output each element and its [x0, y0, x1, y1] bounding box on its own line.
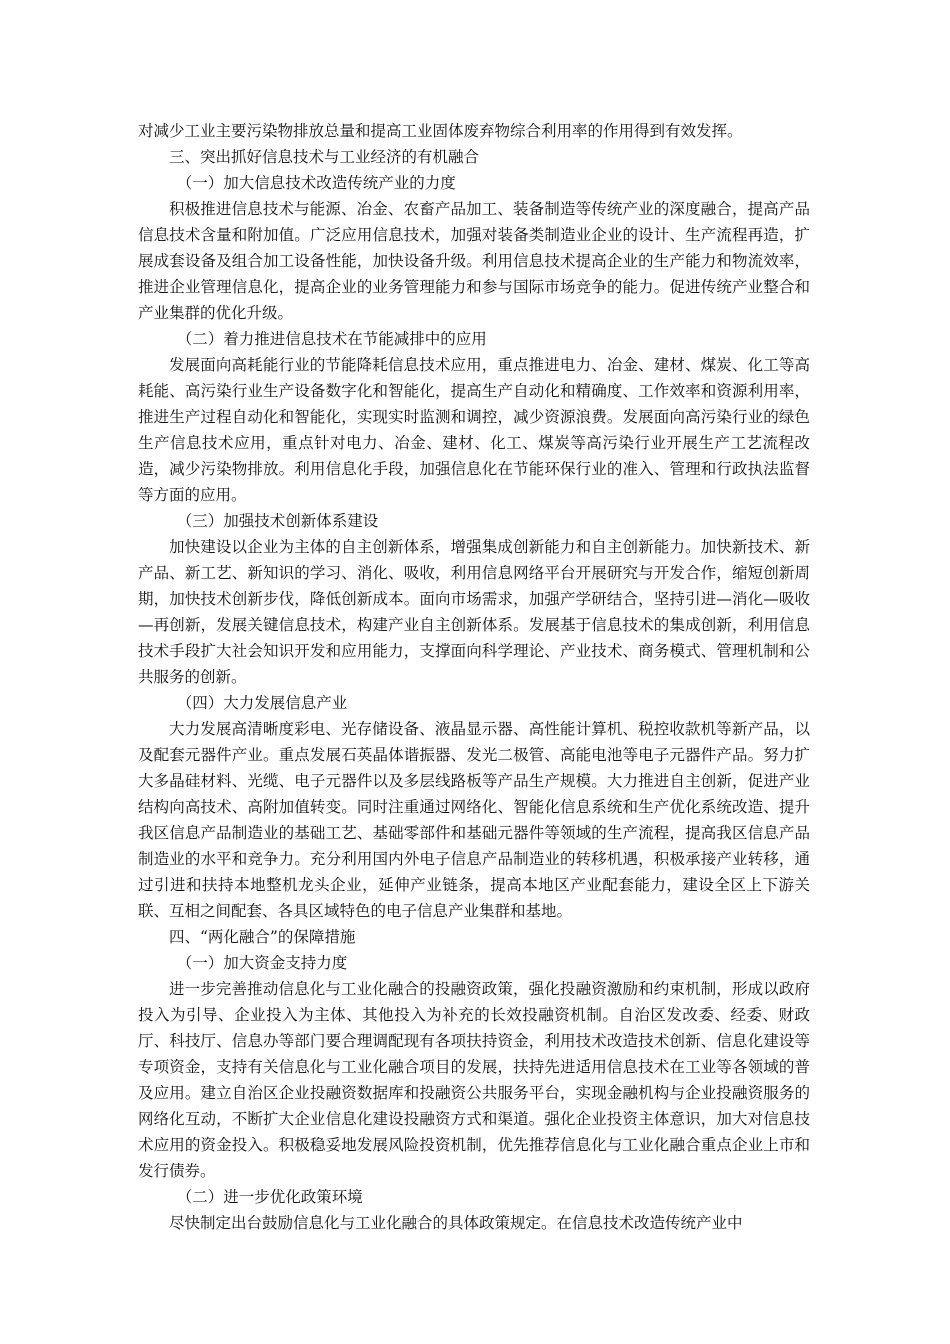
- paragraph-3-4: 大力发展高清晰度彩电、光存储设备、液晶显示器、高性能计算机、税控收款机等新产品，以及配套元器件产业。重点发展石英晶体谐振器、发光二极管、高能电池等电子元器件产品。努力扩大多晶硅材料、光缆、电子元器件以及多层线路板等产品生产规模。大力推进自主创新，促进产业结构向高技术、高附加值转变。同时注重通过网络化、智能化信息系统和生产优化系统改造、提升我区信息产品制造业的基础工艺、基础零部件和基础元器件等领域的生产流程，提高我区信息产品制造业的水平和竞争力。充分利用国内外电子信息产品制造业的转移机遇，积极承接产业转移，通过引进和扶持本地整机龙头企业，延伸产业链条，提高本地区产业配套能力，建设全区上下游关联、互相之间配套、各具区域特色的电子信息产业集群和基地。: [138, 720, 810, 920]
- subsection-heading-3-2: （二）着力推进信息技术在节能减排中的应用: [176, 330, 487, 348]
- document-page: [138, 118, 810, 1236]
- subsection-heading-3-4: （四）大力发展信息产业: [176, 694, 348, 712]
- subsection-heading-3-1: （一）加大信息技术改造传统产业的力度: [176, 174, 456, 192]
- paragraph-4-2: 尽快制定出台鼓励信息化与工业化融合的具体政策规定。在信息技术改造传统产业中: [169, 1214, 743, 1232]
- subsection-heading-4-2: （二）进一步优化政策环境: [176, 1188, 363, 1206]
- paragraph-3-3: 加快建设以企业为主体的自主创新体系，增强集成创新能力和自主创新能力。加快新技术、新产品、新工艺、新知识的学习、消化、吸收，利用信息网络平台开展研究与开发合作，缩短创新周期，加快技术创新步伐，降低创新成本。面向市场需求，加强产学研结合，坚持引进—消化—吸收—再创新，发展关键信息技术，构建产业自主创新体系。发展基于信息技术的集成创新，利用信息技术手段扩大社会知识开发和应用能力，支撑面向科学理论、产业技术、商务模式、管理机制和公共服务的创新。: [138, 538, 810, 686]
- subsection-heading-4-1: （一）加大资金支持力度: [176, 954, 348, 972]
- section-heading-4: 四、“两化融合”的保障措施: [169, 928, 356, 946]
- paragraph-continuation: 对减少工业主要污染物排放总量和提高工业固体废弃物综合利用率的作用得到有效发挥。: [138, 122, 743, 140]
- section-heading-3: 三、突出抓好信息技术与工业经济的有机融合: [169, 148, 480, 166]
- paragraph-4-1: 进一步完善推动信息化与工业化融合的投融资政策，强化投融资激励和约束机制，形成以政府投入为引导、企业投入为主体、其他投入为补充的长效投融资机制。自治区发改委、经委、财政厅、科技厅、信息办等部门要合理调配现有各项扶持资金，利用技术改造技术创新、信息化建设等专项资金，支持有关信息化与工业化融合项目的发展，扶持先进适用信息技术在工业等各领域的普及应用。建立自治区企业投融资数据库和投融资公共服务平台，实现金融机构与企业投融资服务的网络化互动，不断扩大企业信息化建设投融资方式和渠道。强化企业投资主体意识，加大对信息技术应用的资金投入。积极稳妥地发展风险投资机制，优先推荐信息化与工业化融合重点企业上市和发行债券。: [138, 980, 810, 1180]
- paragraph-3-2: 发展面向高耗能行业的节能降耗信息技术应用，重点推进电力、冶金、建材、煤炭、化工等高耗能、高污染行业生产设备数字化和智能化，提高生产自动化和精确度、工作效率和资源利用率，推进生产过程自动化和智能化，实现实时监测和调控，减少资源浪费。发展面向高污染行业的绿色生产信息技术应用，重点针对电力、冶金、建材、化工、煤炭等高污染行业开展生产工艺流程改造，减少污染物排放。利用信息化手段，加强信息化在节能环保行业的准入、管理和行政执法监督等方面的应用。: [138, 356, 810, 504]
- subsection-heading-3-3: （三）加强技术创新体系建设: [176, 512, 379, 530]
- paragraph-3-1: 积极推进信息技术与能源、冶金、农畜产品加工、装备制造等传统产业的深度融合，提高产品信息技术含量和附加值。广泛应用信息技术，加强对装备类制造业企业的设计、生产流程再造，扩展成套设备及组合加工设备性能，加快设备升级。利用信息技术提高企业的生产能力和物流效率，推进企业管理信息化，提高企业的业务管理能力和参与国际市场竞争的能力。促进传统产业整合和产业集群的优化升级。: [138, 200, 810, 322]
